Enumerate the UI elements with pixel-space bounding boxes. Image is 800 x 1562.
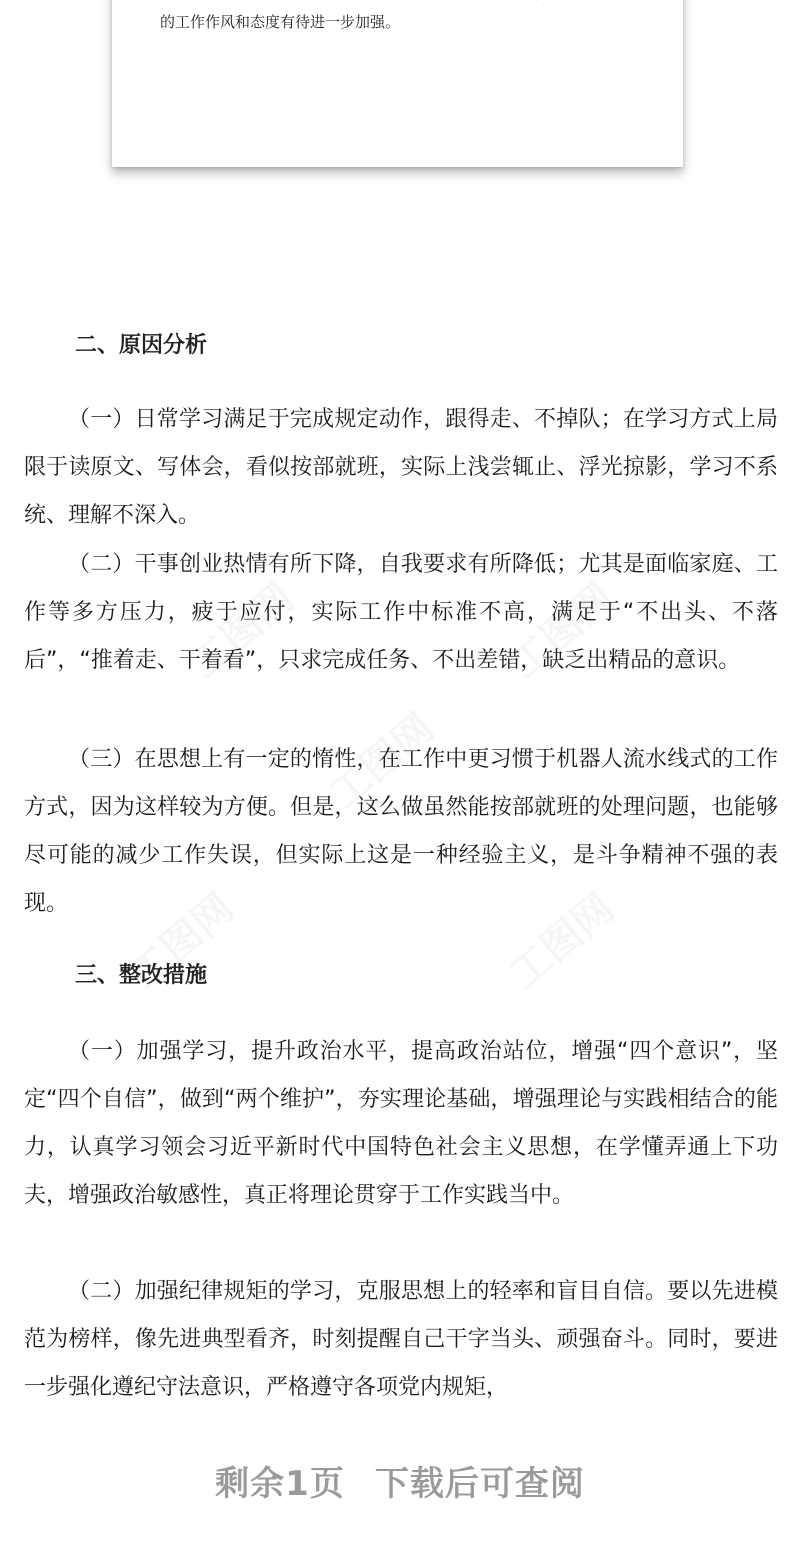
- download-to-view-label: 下载后可查阅: [374, 1464, 585, 1504]
- paragraph: （二）加强纪律规矩的学习，克服思想上的轻率和盲目自信。要以先进模范为榜样，像先进典型看齐，时刻提醒自己干字当头、顽强奋斗。同时，要进一步强化遵纪守法意识，严格遵守各项党内规矩，: [24, 1279, 778, 1400]
- remaining-pages-label: 剩余1页: [215, 1464, 345, 1504]
- card-text-line: [160, 0, 610, 1]
- paragraph: （二）干事创业热情有所下降，自我要求有所降低；尤其是面临家庭、工作等多方压力，疲于应付，实际工作中标准不高，满足于“不出头、不落后”，“推着走、干着看”，只求完成任务、不出差错，缺乏出精品的意识。: [24, 552, 778, 673]
- read-more-prompt[interactable]: [0, 1462, 800, 1506]
- card-text-line: 的工作作风和态度有待进一步加强。: [160, 13, 401, 31]
- paragraph: （一）日常学习满足于完成规定动作，跟得走、不掉队；在学习方式上局限于读原文、写体会，看似按部就班，实际上浅尝辄止、浮光掠影，学习不系统、理解不深入。: [24, 407, 778, 528]
- paragraph: （三）在思想上有一定的惰性，在工作中更习惯于机器人流水线式的工作方式，因为这样较为方便。但是，这么做虽然能按部就班的处理问题，也能够尽可能的减少工作失误，但实际上这是一种经验主义，是斗争精神不强的表现。: [24, 747, 778, 916]
- section-heading-cause-analysis: 二、原因分析: [75, 333, 208, 358]
- section-heading-rectification: 三、整改措施: [75, 963, 208, 988]
- document-preview-card: [112, 0, 683, 167]
- paragraph: （一）加强学习，提升政治水平，提高政治站位，增强“四个意识”，坚定“四个自信”，做到“两个维护”，夯实理论基础，增强理论与实践相结合的能力，认真学习领会习近平新时代中国特色社会主义思想，在学懂弄通上下功夫，增强政治敏感性，真正将理论贯穿于工作实践当中。: [24, 1039, 778, 1208]
